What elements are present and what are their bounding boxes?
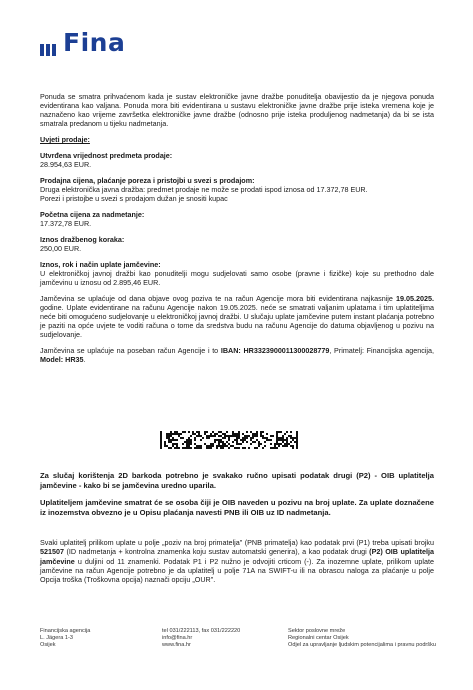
account-model: Model: HR35: [40, 355, 84, 364]
section-value-heading: Utvrđena vrijednost predmeta prodaje:: [40, 151, 173, 160]
pnb-text-b: (ID nadmetanja + kontrolna znamenka koju sustav automatski generira), a kao podatak drugi: [66, 547, 367, 557]
intro-paragraph: Ponuda se smatra prihvaćenom kada je sustav elektroničke javne dražbe ponuditelja obavijestio da je njegova ponuda evidentirana kao valjana. Ponuda mora biti evidentirana u sustavu elektroničke javne dražbe prije isteka vremena koje je naznačeno kao vrijeme završetka elektroničke javne dražbe (odnosno prije isteka produljenog nadmetanja) da bi se ista smatrala predanom u tijeku nadmetanja.: [40, 92, 434, 128]
section-price-heading: Prodajna cijena, plaćanje poreza i pristojbi u svezi s prodajom:: [40, 176, 255, 185]
section-deposit-heading: Iznos, rok i način uplate jamčevine:: [40, 260, 161, 269]
pnb-text-c: u duljini od 11 znamenki. Podatak P1 i P2 nužno je odvojiti crticom (-). Za inozemne uplate, prilikom uplate jamčevine na račun Agencije potrebno je da uplatitelj u polje 71A na SWIFT-u ili na obrascu naloga za plaćanje u polje Opcija troška (Troškovna opcija) naznači opciju „OUR".: [40, 556, 435, 585]
footer-contact: [162, 628, 240, 649]
pnb-number: 521507: [40, 547, 64, 557]
section-value: [40, 151, 434, 169]
footer-city: Osijek: [40, 642, 56, 648]
payment-account-paragraph: [40, 346, 434, 364]
account-iban: IBAN: HR3323900011300028779: [220, 346, 330, 355]
note-2d-barcode: Za slučaj korištenja 2D barkoda potrebno je svakako ručno upisati podatak drugi (P2) - OIB uplatitelja jamčevine - kako bi se jamčevina uredno uparila.: [40, 471, 434, 490]
section-price-text: Druga elektronička javna dražba: predmet prodaje ne može se prodati ispod iznosa od 17.372,78 EUR.: [40, 185, 368, 194]
footer-dept: Odjel za upravljanje ljudskim potencijalima i pravnu podršku: [288, 642, 436, 648]
account-end: .: [83, 355, 86, 364]
footer-street: L. Jägera 1-3: [40, 635, 73, 641]
document-body: [40, 92, 434, 371]
logo-wordmark: Fina: [63, 28, 126, 57]
bold-notes: [40, 471, 434, 525]
footer-sector: Sektor poslovne mreže: [288, 628, 346, 634]
footer-center: Regionalni centar Osijek: [288, 635, 349, 641]
footer-web: www.fina.hr: [162, 642, 191, 648]
section-step-text: 250,00 EUR.: [40, 244, 82, 253]
section-start-heading: Početna cijena za nadmetanje:: [40, 210, 145, 219]
barcode-2d-image: [160, 431, 300, 449]
footer-org: Financijska agencija: [40, 628, 91, 634]
section-price-text2: Porezi i pristojbe u svezi s prodajom dužan je snositi kupac: [40, 194, 228, 203]
account-text-b: , Primatelj: Financijska agencija,: [329, 346, 434, 355]
conditions-heading: Uvjeti prodaje:: [40, 135, 90, 144]
section-price: [40, 176, 434, 203]
section-start-text: 17.372,78 EUR.: [40, 219, 92, 228]
section-step: [40, 235, 434, 253]
section-deposit: [40, 260, 434, 287]
pnb-instructions-paragraph: [40, 538, 434, 584]
section-value-text: 28.954,63 EUR.: [40, 160, 92, 169]
logo-bars-icon: [40, 44, 58, 56]
section-start: [40, 210, 434, 228]
account-text-a: Jamčevina se uplaćuje na poseban račun Agencije i to: [40, 346, 219, 355]
section-deposit-text: U elektroničkoj javnoj dražbi kao ponuditelji mogu sudjelovati samo osobe (pravne i fizičke) koje su prethodno dale jamčevinu u iznosu od 2.895,46 EUR.: [40, 269, 434, 287]
footer-email: info@fina.hr: [162, 635, 193, 641]
pnb-p2: (P2) OIB uplatitelja jamčevine: [40, 547, 435, 566]
note-payer: Uplatiteljem jamčevine smatrat će se osoba čiji je OIB naveden u pozivu na broj uplate. Za uplate doznačene iz inozemstva obvezno je u Opisu plaćanja navesti PNB ili OIB uz ID nadmetanja.: [40, 498, 434, 517]
payment-text-b: godine. Uplate evidentirane na računu Agencije nakon 19.05.2025. neće se smatrati valjanim uplatama i tim uplatiteljima neće biti omogućeno sudjelovanje u elektroničkoj javnoj dražbi. U slučaju uplate jamčevine putem instant plaćanja potrebno je paziti na opće uvjete te voditi računa o tome da sredstva budu na računu Agencije do datuma objavljenog u pozivu na sudjelovanje.: [40, 303, 434, 339]
footer-address: [40, 628, 90, 649]
payment-text-a: Jamčevina se uplaćuje od dana objave ovog poziva te na račun Agencije mora biti evidentirana najkasnije: [40, 294, 393, 303]
footer-department: [288, 628, 448, 649]
payment-deadline-date: 19.05.2025.: [396, 294, 434, 303]
pnb-text-a: Svaki uplatitelj prilikom uplate u polje „poziv na broj primatelja" (PNB primatelja) kao podatak prvi (P1) treba upisati brojku: [40, 538, 434, 547]
footer-phone: tel 031/222113, fax 031/222220: [162, 628, 241, 634]
fina-logo: [40, 30, 125, 56]
section-step-heading: Iznos dražbenog koraka:: [40, 235, 125, 244]
payment-deadline-paragraph: [40, 294, 434, 339]
